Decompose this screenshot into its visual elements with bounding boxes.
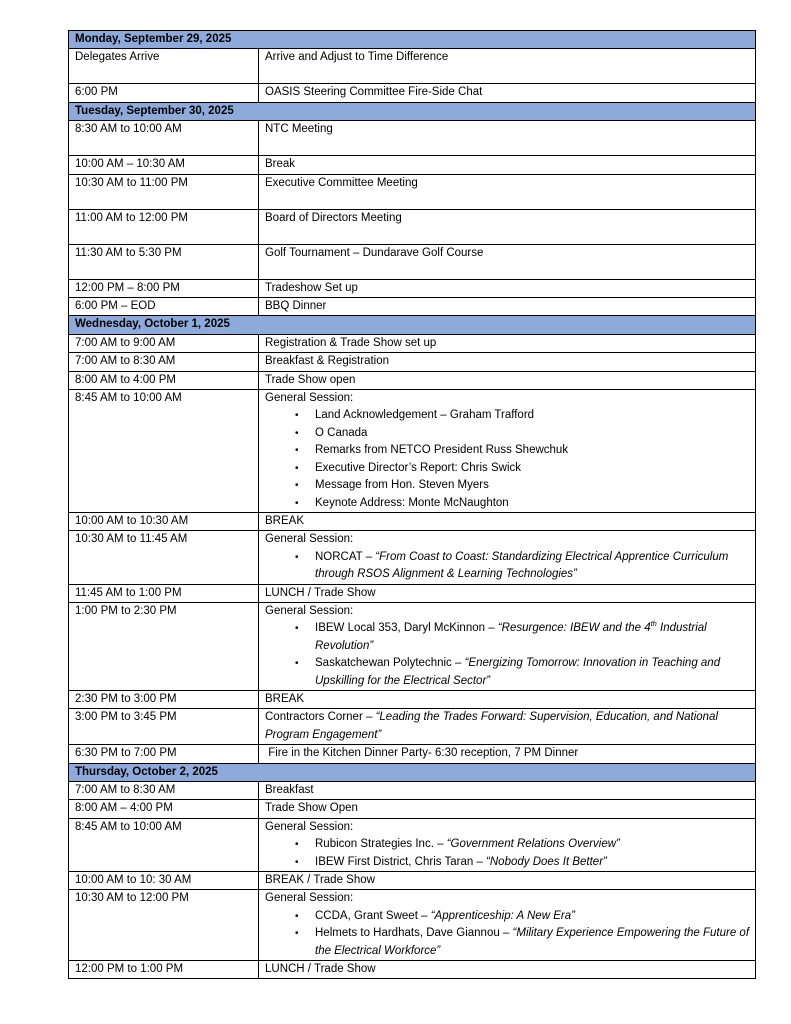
event-text-run: Fire in the Kitchen Dinner Party- 6:30 reception, 7 PM Dinner bbox=[265, 747, 579, 760]
event-cell bbox=[259, 390, 756, 513]
event-cell bbox=[259, 531, 756, 584]
event-text bbox=[265, 121, 751, 138]
schedule-row bbox=[69, 584, 756, 602]
time-cell: 12:00 PM – 8:00 PM bbox=[69, 279, 259, 297]
event-text-run: Land Acknowledgement – Graham Trafford bbox=[315, 409, 535, 422]
bullet-icon: • bbox=[295, 497, 299, 509]
schedule-row bbox=[69, 244, 756, 279]
time-cell: 8:30 AM to 10:00 AM bbox=[69, 121, 259, 156]
event-text-run: Executive Committee Meeting bbox=[265, 176, 418, 189]
schedule-row bbox=[69, 174, 756, 209]
bullet-item bbox=[265, 925, 751, 960]
time-cell: 8:45 AM to 10:00 AM bbox=[69, 390, 259, 513]
event-text bbox=[265, 372, 751, 389]
event-text-run: Breakfast & Registration bbox=[265, 355, 390, 368]
event-text-run: th bbox=[650, 619, 657, 629]
day-header-row bbox=[69, 102, 756, 120]
event-cell bbox=[259, 156, 756, 174]
schedule-row bbox=[69, 709, 756, 745]
event-text-run: “Energizing Tomorrow: Innovation in Teaching and Upskilling for the Electrical Sector” bbox=[315, 657, 724, 687]
event-cell bbox=[259, 745, 756, 763]
bullet-item bbox=[265, 549, 751, 584]
event-cell bbox=[259, 298, 756, 316]
time-cell: 1:00 PM to 2:30 PM bbox=[69, 602, 259, 690]
time-cell: 6:00 PM bbox=[69, 84, 259, 102]
event-text-run: O Canada bbox=[315, 426, 368, 439]
event-text-run: IBEW First District, Chris Taran – bbox=[315, 855, 487, 868]
time-cell: 10:30 AM to 11:00 PM bbox=[69, 174, 259, 209]
event-text bbox=[265, 709, 751, 744]
schedule-table bbox=[68, 30, 756, 979]
time-cell: Delegates Arrive bbox=[69, 49, 259, 84]
time-cell: 10:00 AM to 10: 30 AM bbox=[69, 872, 259, 890]
event-text-run: “From Coast to Coast: Standardizing Electrical Apprentice Curriculum through RSOS Alignment & Learning Technologies” bbox=[315, 550, 732, 581]
event-text bbox=[265, 691, 751, 708]
bullet-item bbox=[265, 477, 751, 494]
day-header: Tuesday, September 30, 2025 bbox=[69, 102, 756, 120]
event-cell bbox=[259, 84, 756, 102]
event-cell bbox=[259, 690, 756, 708]
event-cell bbox=[259, 512, 756, 530]
bullet-item bbox=[265, 442, 751, 459]
time-cell: 10:00 AM – 10:30 AM bbox=[69, 156, 259, 174]
bullet-item bbox=[265, 620, 751, 655]
schedule-row bbox=[69, 334, 756, 352]
bullet-item bbox=[265, 908, 751, 925]
event-text-run: “Military Experience Empowering the Future of the Electrical Workforce” bbox=[315, 927, 753, 957]
event-text-run: OASIS Steering Committee Fire-Side Chat bbox=[265, 86, 483, 99]
time-cell: 7:00 AM to 8:30 AM bbox=[69, 782, 259, 800]
time-cell: 8:45 AM to 10:00 AM bbox=[69, 818, 259, 871]
time-cell: 11:30 AM to 5:30 PM bbox=[69, 244, 259, 279]
schedule-table-body bbox=[69, 31, 756, 979]
event-text bbox=[265, 353, 751, 370]
event-text bbox=[265, 280, 751, 297]
event-text-run: BREAK / Trade Show bbox=[265, 874, 375, 887]
schedule-row bbox=[69, 84, 756, 102]
event-cell bbox=[259, 818, 756, 871]
event-text-run: Golf Tournament – Dundarave Golf Course bbox=[265, 246, 484, 259]
event-text-run: Breakfast bbox=[265, 784, 314, 796]
schedule-row bbox=[69, 961, 756, 979]
time-cell: 11:45 AM to 1:00 PM bbox=[69, 584, 259, 602]
event-text-run: Rubicon Strategies Inc. – bbox=[315, 838, 447, 851]
event-text-run: Break bbox=[265, 158, 296, 171]
time-cell: 7:00 AM to 8:30 AM bbox=[69, 353, 259, 371]
bullet-item bbox=[265, 407, 751, 424]
event-text-run: “Leading the Trades Forward: Supervision, Education, and National Program Engagement” bbox=[265, 711, 722, 741]
event-text bbox=[265, 335, 751, 352]
event-text bbox=[265, 390, 751, 407]
event-text-run: Helmets to Hardhats, Dave Giannou – bbox=[315, 927, 513, 940]
event-cell bbox=[259, 800, 756, 818]
event-text-run: Executive Director’s Report: Chris Swick bbox=[315, 461, 521, 474]
event-cell bbox=[259, 890, 756, 961]
event-cell bbox=[259, 961, 756, 979]
event-text-run: BREAK bbox=[265, 692, 304, 705]
event-text bbox=[265, 872, 751, 889]
event-text bbox=[265, 245, 751, 262]
event-cell bbox=[259, 121, 756, 156]
event-cell bbox=[259, 174, 756, 209]
event-text bbox=[265, 603, 751, 620]
time-cell: 7:00 AM to 9:00 AM bbox=[69, 334, 259, 352]
event-cell bbox=[259, 244, 756, 279]
event-text-run: Tradeshow Set up bbox=[265, 281, 358, 294]
event-text-run: General Session: bbox=[265, 604, 354, 617]
event-cell bbox=[259, 584, 756, 602]
bullet-icon: • bbox=[295, 856, 299, 868]
bullet-item bbox=[265, 495, 751, 512]
time-cell: 8:00 AM – 4:00 PM bbox=[69, 800, 259, 818]
schedule-row bbox=[69, 353, 756, 371]
schedule-row bbox=[69, 298, 756, 316]
event-text-run: BREAK bbox=[265, 514, 304, 527]
event-text-run: General Session: bbox=[265, 820, 354, 833]
event-text bbox=[265, 890, 751, 907]
event-text-run: Trade Show open bbox=[265, 373, 356, 386]
bullet-item bbox=[265, 836, 751, 853]
schedule-row bbox=[69, 782, 756, 800]
time-cell: 11:00 AM to 12:00 PM bbox=[69, 209, 259, 244]
schedule-row bbox=[69, 390, 756, 513]
bullet-icon: • bbox=[295, 551, 299, 563]
time-cell: 2:30 PM to 3:00 PM bbox=[69, 690, 259, 708]
bullet-icon: • bbox=[295, 462, 299, 474]
schedule-row bbox=[69, 890, 756, 961]
event-text-run: “Nobody Does It Better” bbox=[486, 855, 607, 868]
event-text bbox=[265, 745, 751, 762]
schedule-row bbox=[69, 209, 756, 244]
event-cell bbox=[259, 782, 756, 800]
schedule-row bbox=[69, 690, 756, 708]
schedule-row bbox=[69, 872, 756, 890]
schedule-row bbox=[69, 121, 756, 156]
event-text-run: BBQ Dinner bbox=[265, 300, 327, 313]
event-text-run: LUNCH / Trade Show bbox=[265, 586, 376, 599]
event-text-run: NTC Meeting bbox=[265, 123, 333, 136]
bullet-item bbox=[265, 425, 751, 442]
bullet-item bbox=[265, 460, 751, 477]
day-header-row bbox=[69, 316, 756, 334]
event-text bbox=[265, 800, 751, 817]
event-text-run: General Session: bbox=[265, 533, 354, 546]
schedule-row bbox=[69, 531, 756, 584]
event-text-run: “Resurgence: IBEW and the 4 bbox=[497, 622, 651, 635]
event-text-run: “Apprenticeship: A New Era” bbox=[430, 909, 575, 922]
bullet-icon: • bbox=[295, 658, 299, 670]
event-text-run: Keynote Address: Monte McNaughton bbox=[315, 496, 509, 509]
schedule-row bbox=[69, 512, 756, 530]
event-text bbox=[265, 175, 751, 192]
event-text-run: Trade Show Open bbox=[265, 802, 358, 815]
schedule-row bbox=[69, 49, 756, 84]
day-header: Wednesday, October 1, 2025 bbox=[69, 316, 756, 334]
day-header: Thursday, October 2, 2025 bbox=[69, 763, 756, 781]
event-text bbox=[265, 513, 751, 530]
bullet-icon: • bbox=[295, 480, 299, 492]
event-text-run: Saskatchewan Polytechnic – bbox=[315, 657, 465, 670]
schedule-row bbox=[69, 800, 756, 818]
event-text-run: LUNCH / Trade Show bbox=[265, 963, 376, 976]
event-text bbox=[265, 782, 751, 799]
schedule-row bbox=[69, 818, 756, 871]
event-text bbox=[265, 819, 751, 836]
time-cell: 10:30 AM to 12:00 PM bbox=[69, 890, 259, 961]
event-cell bbox=[259, 371, 756, 389]
event-cell bbox=[259, 709, 756, 745]
event-text bbox=[265, 156, 751, 173]
time-cell: 6:00 PM – EOD bbox=[69, 298, 259, 316]
day-header-row bbox=[69, 763, 756, 781]
bullet-icon: • bbox=[295, 427, 299, 439]
schedule-row bbox=[69, 745, 756, 763]
event-text-run: Contractors Corner – bbox=[265, 711, 376, 724]
event-cell bbox=[259, 872, 756, 890]
event-text bbox=[265, 84, 751, 101]
event-text-run: CCDA, Grant Sweet – bbox=[315, 909, 431, 922]
event-text bbox=[265, 210, 751, 227]
schedule-row bbox=[69, 371, 756, 389]
event-text-run: Industrial Revolution” bbox=[315, 622, 710, 652]
event-cell bbox=[259, 209, 756, 244]
bullet-icon: • bbox=[295, 623, 299, 635]
event-cell bbox=[259, 279, 756, 297]
event-text-run: General Session: bbox=[265, 892, 354, 905]
event-text-run: Board of Directors Meeting bbox=[265, 211, 402, 224]
day-header-row bbox=[69, 31, 756, 49]
bullet-icon: • bbox=[295, 445, 299, 457]
event-text-run: Message from Hon. Steven Myers bbox=[315, 479, 489, 492]
bullet-icon: • bbox=[295, 839, 299, 851]
event-text-run: Remarks from NETCO President Russ Shewchuk bbox=[315, 444, 569, 457]
event-text bbox=[265, 298, 751, 315]
event-text-run: General Session: bbox=[265, 392, 354, 405]
event-text-run: IBEW Local 353, Daryl McKinnon – bbox=[315, 622, 498, 635]
schedule-row bbox=[69, 279, 756, 297]
time-cell: 12:00 PM to 1:00 PM bbox=[69, 961, 259, 979]
event-text-run: Registration & Trade Show set up bbox=[265, 336, 437, 349]
bullet-item bbox=[265, 655, 751, 690]
day-header: Monday, September 29, 2025 bbox=[69, 31, 756, 49]
event-text bbox=[265, 585, 751, 602]
schedule-row bbox=[69, 602, 756, 690]
event-cell bbox=[259, 334, 756, 352]
time-cell: 6:30 PM to 7:00 PM bbox=[69, 745, 259, 763]
event-cell bbox=[259, 49, 756, 84]
event-text bbox=[265, 961, 751, 978]
time-cell: 8:00 AM to 4:00 PM bbox=[69, 371, 259, 389]
event-cell bbox=[259, 602, 756, 690]
bullet-icon: • bbox=[295, 928, 299, 940]
time-cell: 3:00 PM to 3:45 PM bbox=[69, 709, 259, 745]
event-text bbox=[265, 49, 751, 66]
time-cell: 10:00 AM to 10:30 AM bbox=[69, 512, 259, 530]
event-text-run: NORCAT – bbox=[315, 550, 376, 563]
bullet-icon: • bbox=[295, 410, 299, 422]
bullet-item bbox=[265, 854, 751, 871]
schedule-row bbox=[69, 156, 756, 174]
time-cell: 10:30 AM to 11:45 AM bbox=[69, 531, 259, 584]
event-text bbox=[265, 531, 751, 548]
event-text-run: Arrive and Adjust to Time Difference bbox=[265, 51, 449, 64]
bullet-icon: • bbox=[295, 910, 299, 922]
event-text-run: “Government Relations Overview” bbox=[446, 838, 620, 851]
event-cell bbox=[259, 353, 756, 371]
